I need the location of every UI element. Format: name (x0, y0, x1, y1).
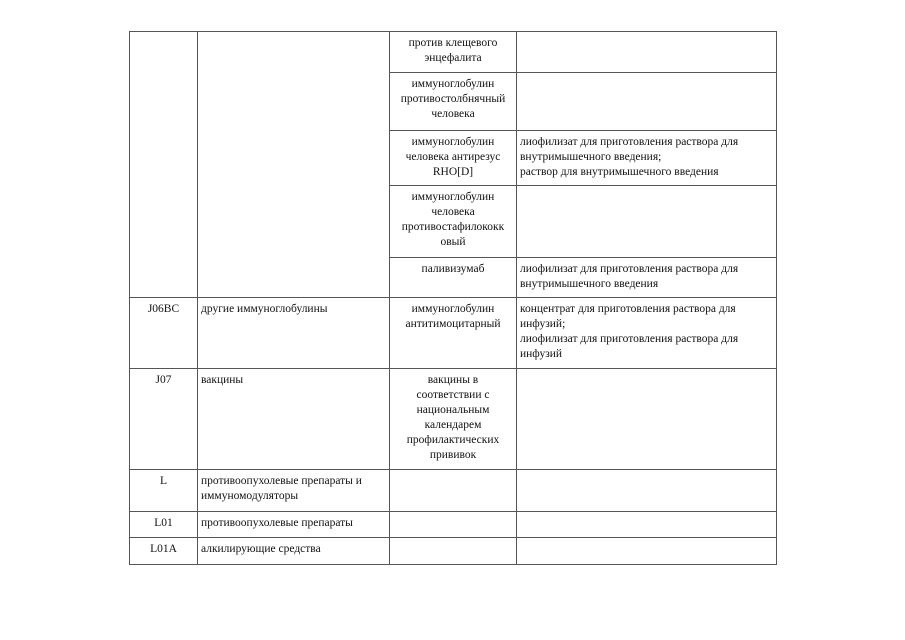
dosage-form-line: лиофилизат для приготовления раствора для (520, 136, 739, 148)
atc-group-cell: вакцины (198, 369, 390, 470)
dosage-form-cell (517, 538, 777, 565)
dosage-form-cell (517, 186, 777, 258)
drug-name-line: противостафилококк (401, 221, 505, 233)
drug-name-line: иммуноглобулин (411, 136, 495, 148)
dosage-form-cell (517, 131, 777, 186)
drug-name-line: человека антирезус (405, 151, 501, 163)
drug-name-line: человека (431, 108, 475, 120)
atc-group-cell: другие иммуноглобулины (198, 298, 390, 369)
dosage-form-line: внутримышечного введения; (520, 151, 662, 163)
dosage-form-line: инфузий (520, 348, 563, 360)
drug-name-cell (390, 470, 517, 512)
drug-name-line: соответствии с (416, 389, 490, 401)
drug-name-line: прививок (429, 449, 477, 461)
atc-code-cell: J06BC (130, 298, 198, 369)
atc-code-cell: J07 (130, 369, 198, 470)
drug-name-cell (390, 538, 517, 565)
dosage-form-cell (517, 73, 777, 131)
table-row (130, 470, 777, 512)
drug-name-line: иммуноглобулин (411, 78, 495, 90)
dosage-form-line: лиофилизат для приготовления раствора для (520, 333, 739, 345)
atc-code-cell: L01 (130, 512, 198, 538)
drug-name-line: человека (431, 206, 475, 218)
drug-name-cell (390, 369, 517, 470)
drug-name-line: антитимоцитарный (405, 318, 501, 330)
drug-name-cell (390, 186, 517, 258)
atc-group-cell: противоопухолевые препараты и иммуномодуляторы (198, 470, 390, 512)
drug-name-cell (390, 512, 517, 538)
table-row (130, 538, 777, 565)
drug-list-table (129, 31, 777, 565)
drug-name-line: RHO[D] (432, 166, 474, 178)
atc-code-cell: L01A (130, 538, 198, 565)
drug-name-line: овый (440, 236, 466, 248)
drug-name-line: паливизумаб (421, 263, 485, 275)
drug-name-cell (390, 298, 517, 369)
drug-name-cell (390, 131, 517, 186)
atc-group-cell (198, 32, 390, 298)
dosage-form-line: инфузий; (520, 318, 566, 330)
drug-name-line: профилактических (406, 434, 500, 446)
atc-code-cell (130, 32, 198, 298)
atc-group-cell: алкилирующие средства (198, 538, 390, 565)
drug-name-cell (390, 258, 517, 298)
drug-name-line: против клещевого (408, 37, 498, 49)
table-row (130, 32, 777, 73)
table-row (130, 298, 777, 369)
drug-name-line: национальным (416, 404, 490, 416)
dosage-form-cell (517, 512, 777, 538)
dosage-form-line: внутримышечного введения (520, 278, 659, 290)
table-row (130, 512, 777, 538)
dosage-form-cell (517, 369, 777, 470)
drug-name-line: календарем (424, 419, 482, 431)
dosage-form-cell (517, 32, 777, 73)
atc-code-cell: L (130, 470, 198, 512)
drug-name-line: энцефалита (424, 52, 482, 64)
dosage-form-line: раствор для внутримышечного введения (520, 166, 719, 178)
dosage-form-cell (517, 298, 777, 369)
table-row (130, 369, 777, 470)
drug-name-cell (390, 32, 517, 73)
dosage-form-line: концентрат для приготовления раствора для (520, 303, 736, 315)
drug-name-line: противостолбнячный (400, 93, 506, 105)
dosage-form-line: лиофилизат для приготовления раствора для (520, 263, 739, 275)
atc-group-cell: противоопухолевые препараты (198, 512, 390, 538)
dosage-form-cell (517, 470, 777, 512)
drug-name-line: вакцины в (427, 374, 479, 386)
dosage-form-cell (517, 258, 777, 298)
drug-name-line: иммуноглобулин (411, 191, 495, 203)
drug-name-cell (390, 73, 517, 131)
drug-name-line: иммуноглобулин (411, 303, 495, 315)
